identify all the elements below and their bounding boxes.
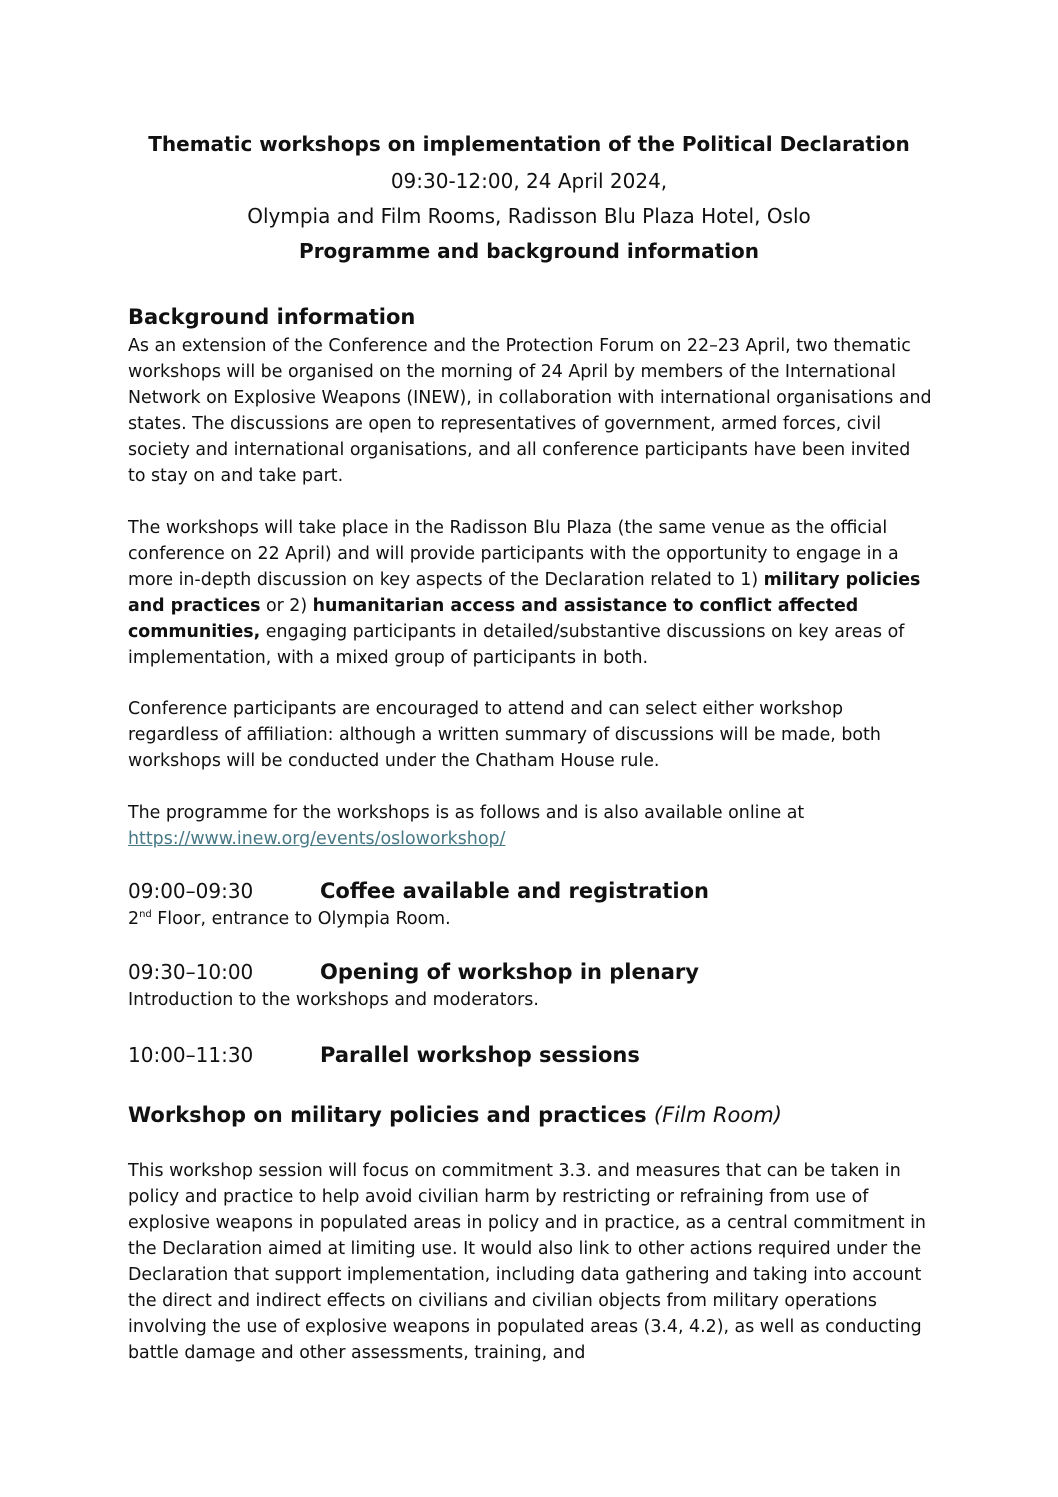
schedule-time: 09:30–10:00 xyxy=(128,960,254,984)
event-venue: Olympia and Film Rooms, Radisson Blu Plaza Hotel, Oslo xyxy=(247,204,811,228)
paragraph-text: engaging participants in detailed/substantive discussions on key areas of implementation, with a mixed group of participants in both. xyxy=(128,622,905,668)
background-paragraph-4 xyxy=(128,800,933,852)
programme-title: Programme and background information xyxy=(299,239,759,263)
background-paragraph-3: Conference participants are encouraged to attend and can select either workshop regardless of affiliation: although a written summary of discussions will be made, both workshops will be conducted under the Chatham House rule. xyxy=(128,699,881,771)
paragraph-text: The workshops will take place in the Radisson Blu Plaza (the same venue as the official conference on 22 April) and will provide participants with the opportunity to engage in a more in-depth discussion on key aspects of the Declaration related to 1) xyxy=(128,518,899,590)
workshop-link[interactable]: https://www.inew.org/events/osloworkshop/ xyxy=(128,829,506,849)
event-datetime: 09:30-12:00, 24 April 2024, xyxy=(390,169,668,193)
workshop-room: (Film Room) xyxy=(653,1103,782,1127)
background-paragraph-2 xyxy=(128,515,933,671)
document-title: Thematic workshops on implementation of the Political Declaration xyxy=(148,132,910,156)
schedule-time: 09:00–09:30 xyxy=(128,879,254,903)
schedule-time: 10:00–11:30 xyxy=(128,1043,254,1067)
bold-military-policies: military policies and practices xyxy=(128,570,921,616)
schedule-title: Opening of workshop in plenary xyxy=(320,960,699,984)
paragraph-text: The programme for the workshops is as follows and is also available online at xyxy=(128,803,805,823)
workshop-heading xyxy=(128,1101,782,1129)
bold-humanitarian-access: humanitarian access and assistance to conflict affected communities, xyxy=(128,596,859,642)
note-text: Floor, entrance to Olympia Room. xyxy=(151,909,451,929)
schedule-note: Introduction to the workshops and moderators. xyxy=(128,990,539,1010)
background-heading: Background information xyxy=(128,305,416,329)
paragraph-text: or 2) xyxy=(260,596,313,616)
background-paragraph-1: As an extension of the Conference and the Protection Forum on 22–23 April, two thematic workshops will be organised on the morning of 24 April by members of the International Network on Explosive Weapons (INEW), in collaboration with international organisations and states. The discussions are open to representatives of government, armed forces, civil society and international organisations, and all conference participants have been invited to stay on and take part. xyxy=(128,336,932,486)
note-number: 2 xyxy=(128,909,140,929)
workshop-heading-text: Workshop on military policies and practices xyxy=(128,1103,647,1127)
schedule-title: Coffee available and registration xyxy=(320,879,710,903)
workshop-paragraph: This workshop session will focus on commitment 3.3. and measures that can be taken in policy and practice to help avoid civilian harm by restricting or refraining from use of explosive weapons in populated areas in policy and in practice, as a central commitment in the Declaration aimed at limiting use. It would also link to other actions required under the Declaration that support implementation, including data gathering and taking into account the direct and indirect effects on civilians and civilian objects from military operations involving the use of explosive weapons in populated areas (3.4, 4.2), as well as conducting battle damage and other assessments, training, and xyxy=(128,1161,926,1363)
schedule-note xyxy=(128,906,451,932)
schedule-title: Parallel workshop sessions xyxy=(320,1043,640,1067)
note-superscript: nd xyxy=(139,909,152,921)
